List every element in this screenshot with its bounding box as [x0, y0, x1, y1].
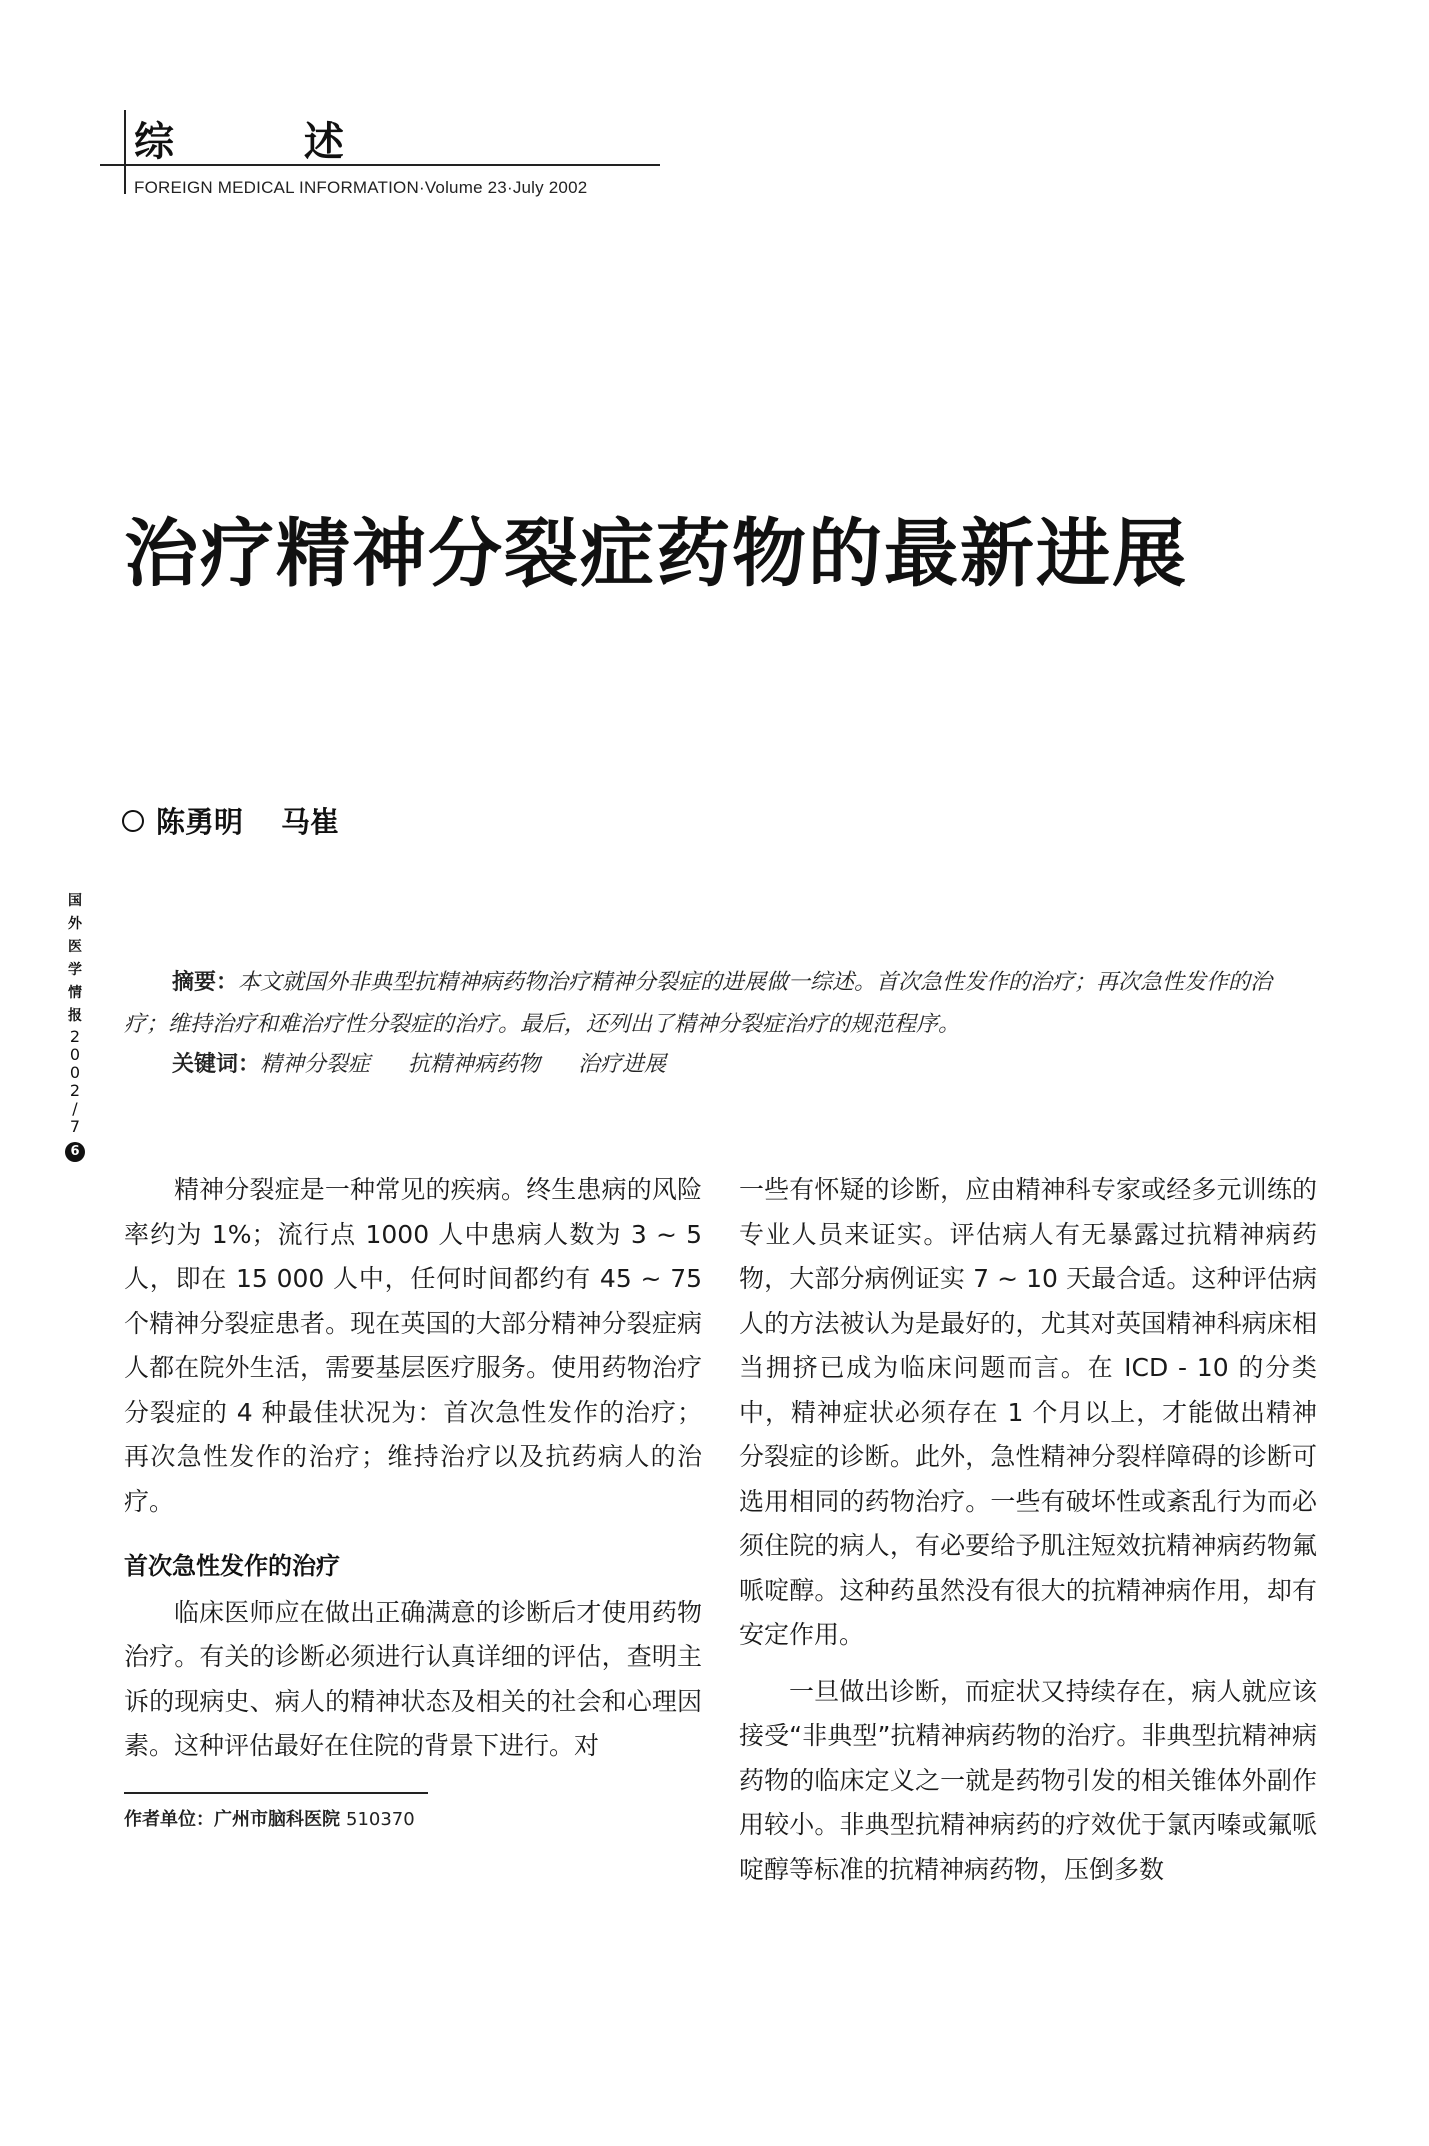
- circle-icon: [122, 810, 144, 832]
- keyword: 抗精神病药物: [408, 1052, 541, 1077]
- right-column: [739, 1168, 1317, 1892]
- side-char: 学: [68, 962, 82, 978]
- side-char: 外: [68, 916, 82, 932]
- body-paragraph: 临床医师应在做出正确满意的诊断后才使用药物治疗。有关的诊断必须进行认真详细的评估，查明主诉的现病史、病人的精神状态及相关的社会和心理因素。这种评估最好在住院的背景下进行。对: [124, 1597, 702, 1760]
- body-paragraph: 精神分裂症是一种常见的疾病。终生患病的风险率约为 1%；流行点 1000 人中患病人数为 3 ~ 5 人，即在 15 000 人中，任何时间都约有 45 ~ 75 个精神分裂症患者。现在英国的大部分精神分裂症病人都在院外生活，需要基层医疗服务。使用药物治疗分裂症的 4 种最佳状况为：首次急性发作的治疗；再次急性发作的治疗；维持治疗以及抗药病人的治疗。: [124, 1175, 702, 1516]
- side-journal-mark: [64, 890, 86, 1162]
- author-name: 陈勇明: [156, 805, 244, 839]
- side-issue-char: 2: [69, 1081, 81, 1100]
- journal-info: FOREIGN MEDICAL INFORMATION·Volume 23·July 2002: [134, 178, 588, 197]
- header-vertical-rule: [124, 110, 126, 194]
- section-heading: 首次急性发作的治疗: [124, 1552, 340, 1580]
- author-affiliation: [124, 1805, 415, 1831]
- page-number-badge: 6: [65, 1142, 85, 1162]
- body-paragraph: 一些有怀疑的诊断，应由精神科专家或经多元训练的专业人员来证实。评估病人有无暴露过抗精神病药物，大部分病例证实 7 ~ 10 天最合适。这种评估病人的方法被认为是最好的，尤其对英国精神科病床相当拥挤已成为临床问题而言。在 ICD - 10 的分类中，精神症状必须存在 1 个月以上，才能做出精神分裂症的诊断。此外，急性精神分裂样障碍的诊断可选用相同的药物治疗。一些有破坏性或紊乱行为而必须住院的病人，有必要给予肌注短效抗精神病药物氟哌啶醇。这种药虽然没有很大的抗精神病作用，却有安定作用。: [739, 1175, 1317, 1649]
- side-char: 医: [68, 939, 82, 955]
- article-title: 治疗精神分裂症药物的最新进展: [124, 511, 1188, 597]
- side-char: 国: [68, 893, 82, 909]
- footnote-rule: [124, 1792, 428, 1794]
- left-column: [124, 1168, 702, 1769]
- keywords: [172, 1047, 704, 1078]
- footnote-postcode: 510370: [346, 1809, 415, 1830]
- abstract-text: 本文就国外非典型抗精神病药物治疗精神分裂症的进展做一综述。首次急性发作的治疗；再次急性发作的治疗；维持治疗和难治疗性分裂症的治疗。最后，还列出了精神分裂症治疗的规范程序。: [124, 970, 1273, 1037]
- keyword: 精神分裂症: [260, 1052, 371, 1077]
- side-issue-char: /: [72, 1099, 78, 1118]
- side-char: 报: [68, 1008, 82, 1024]
- abstract: [124, 962, 1314, 1046]
- keyword: 治疗进展: [578, 1052, 667, 1077]
- author-name: 马崔: [281, 805, 340, 839]
- footnote-text: 广州市脑科医院: [214, 1809, 340, 1830]
- side-char: 情: [68, 985, 82, 1001]
- abstract-label: 摘要：: [172, 970, 239, 995]
- keywords-label: 关键词：: [172, 1052, 261, 1077]
- side-issue-char: 0: [69, 1045, 81, 1064]
- side-issue-char: 0: [69, 1063, 81, 1082]
- footnote-label: 作者单位：: [124, 1809, 214, 1830]
- side-issue-char: 2: [69, 1027, 81, 1046]
- body-paragraph: 一旦做出诊断，而症状又持续存在，病人就应该接受“非典型”抗精神病药物的治疗。非典型抗精神病药物的临床定义之一就是药物引发的相关锥体外副作用较小。非典型抗精神病药的疗效优于氯丙嗪或氟哌啶醇等标准的抗精神病药物，压倒多数: [739, 1676, 1317, 1884]
- author-line: [122, 800, 339, 841]
- side-issue-char: 7: [69, 1117, 81, 1136]
- section-label: 综 述: [134, 119, 402, 165]
